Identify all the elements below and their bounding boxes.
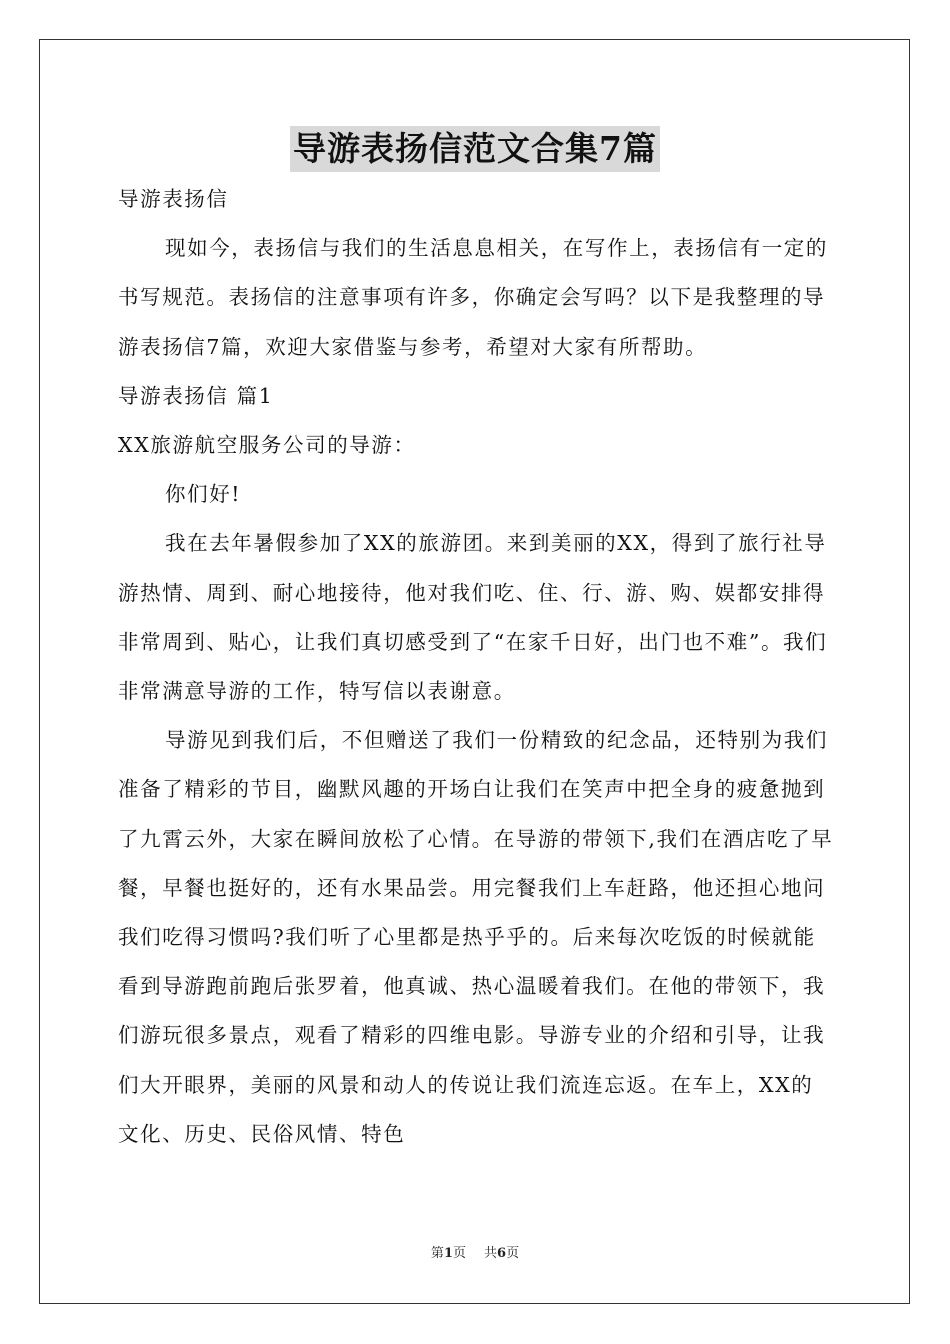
document-body [118, 175, 834, 1159]
letter-heading: 导游表扬信 篇1 [118, 383, 274, 408]
total-pages-suffix: 页 [506, 1246, 520, 1261]
total-pages-count: 6 [497, 1246, 507, 1261]
letter-recipient: XX旅游航空服务公司的导游： [118, 433, 416, 458]
page-footer [0, 1245, 950, 1263]
section-heading: 导游表扬信 [118, 187, 229, 211]
body-paragraph: 我在去年暑假参加了XX的旅游团。来到美丽的XX，得到了旅行社导游热情、周到、耐心地接待，他对我们吃、住、行、游、购、娱都安排得非常周到、贴心，让我们真切感受到了“在家千日好，出门也不难”。我们非常满意导游的工作，特写信以表谢意。 [118, 531, 828, 704]
page-number-current: 1 [443, 1246, 453, 1261]
document-title: 导游表扬信范文合集7篇 [290, 126, 660, 172]
page-number-suffix: 页 [452, 1246, 466, 1261]
letter-greeting: 你们好! [165, 482, 242, 507]
total-pages-prefix: 共 [484, 1246, 498, 1261]
intro-paragraph: 现如今，表扬信与我们的生活息息相关，在写作上，表扬信有一定的书写规范。表扬信的注意事项有许多，你确定会写吗？以下是我整理的导游表扬信7篇，欢迎大家借鉴与参考，希望对大家有所帮助。 [118, 236, 828, 359]
body-paragraph: 导游见到我们后，不但赠送了我们一份精致的纪念品，还特别为我们准备了精彩的节目，幽默风趣的开场白让我们在笑声中把全身的疲惫抛到了九霄云外，大家在瞬间放松了心情。在导游的带领下,我们在酒店吃了早餐，早餐也挺好的，还有水果品尝。用完餐我们上车赶路，他还担心地问我们吃得习惯吗?我们听了心里都是热乎乎的。后来每次吃饭的时候就能看到导游跑前跑后张罗着，他真诚、热心温暖着我们。在他的带领下，我们游玩很多景点，观看了精彩的四维电影。导游专业的介绍和引导，让我们大开眼界，美丽的风景和动人的传说让我们流连忘返。在车上，XX的文化、历史、民俗风情、特色 [118, 728, 834, 1146]
title-container [0, 126, 950, 172]
page-number-prefix: 第 [430, 1246, 444, 1261]
